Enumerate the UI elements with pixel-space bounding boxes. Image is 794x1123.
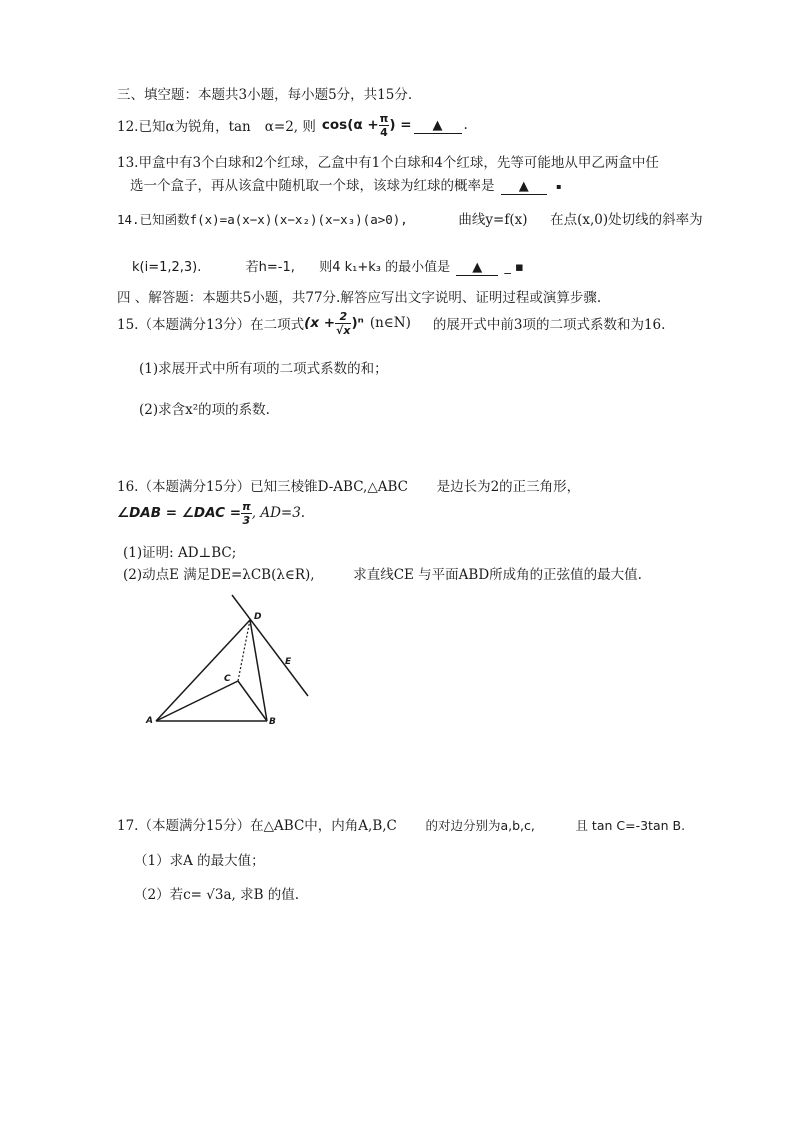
question-16-intro (117, 475, 580, 495)
tetrahedron-figure (140, 590, 330, 735)
section-3-heading: 三、填空题：本题共3小题，每小题5分，共15分. (117, 87, 413, 103)
q16-fraction (241, 501, 252, 526)
answer-triangle-icon: ▲ (432, 117, 443, 133)
q17-part-1: （1）求A 的最大值； (134, 853, 265, 869)
q16-part-2-b: 求直线CE 与平面ABD所成角的正弦值的最大值. (353, 567, 642, 583)
q12-tail: . (463, 117, 468, 133)
line-de (232, 595, 308, 696)
q16-intro-a: 16.（本题满分15分）已知三棱锥D-ABC,△ABC (117, 479, 408, 495)
answer-triangle-icon: ▲ (472, 260, 483, 275)
q12-fraction (379, 113, 390, 138)
q17-intro-c: 且 tan C=-3tan B. (575, 818, 686, 833)
q14-condition: 若h=-1, (245, 260, 295, 275)
q17-intro-a: 17.（本题满分15分）在△ABC中，内角A,B,C (117, 818, 397, 834)
edge-ad (156, 620, 250, 721)
q14-question: 则4 k₁+k₃ 的最小值是 (319, 260, 451, 275)
edge-dc-hidden (238, 620, 250, 681)
q12-formula-rhs: ) = (389, 117, 412, 133)
q14-k-def: k(i=1,2,3). (132, 260, 202, 275)
q15-part-2: (2)求含x²的项的系数. (139, 402, 270, 418)
question-13-line-2 (130, 174, 562, 195)
question-12 (117, 108, 468, 142)
edge-ac (156, 681, 238, 721)
q12-text-b: α=2, 则 (264, 119, 316, 135)
vertex-label-d: D (254, 612, 262, 622)
q14-function: 14.已知函数f(x)=a(x−x)(x−x₂)(x−x₃)(a>0), (117, 212, 408, 227)
q13-answer-blank (501, 178, 547, 195)
q15-condition: (n∈N) (369, 315, 411, 331)
point-label-e: E (285, 657, 292, 667)
question-14-line-2 (132, 256, 524, 276)
q12-frac-num: π (379, 111, 389, 125)
q16-part-2-a: (2)动点E 满足DE=λCB(λ∈R), (123, 567, 315, 583)
section-4-heading: 四 、解答题：本题共5小题，共77分.解答应写出文字说明、证明过程或演算步骤. (117, 290, 602, 306)
q15-frac-num: 2 (339, 309, 348, 323)
q13-tail: ▪ (556, 182, 562, 191)
q15-frac-den: √x (336, 323, 351, 337)
q15-intro: 15.（本题满分13分）在二项式 (117, 317, 305, 333)
q12-answer-blank (414, 117, 462, 134)
q14-curve: 曲线y=f(x) (458, 212, 528, 228)
question-13-line-1: 13.甲盒中有3个白球和2个红球，乙盒中有1个白球和4个红球，先等可能地从甲乙两盒中任 (117, 155, 659, 171)
edge-db (250, 620, 267, 721)
q14-answer-blank (456, 260, 498, 276)
q17-part-2: （2）若c= √3a, 求B 的值. (134, 887, 300, 903)
question-17-intro (117, 814, 685, 834)
q16-part-2 (123, 563, 642, 583)
q12-formula-lhs: cos(α + (321, 117, 379, 133)
question-14-line-1 (117, 208, 703, 228)
q12-frac-den: 4 (380, 125, 388, 139)
answer-triangle-icon: ▲ (518, 179, 529, 194)
question-15 (117, 306, 665, 340)
q16-frac-num: π (242, 499, 251, 513)
q15-fraction (335, 311, 351, 336)
q12-text-a: 12.已知α为锐角，tan (117, 119, 251, 135)
q16-ad-expr: , AD=3. (251, 505, 306, 521)
q16-part-1: (1)证明: AD⊥BC; (123, 545, 237, 561)
q13-line-2-text: 选一个盒子，再从该盒中随机取一个球，该球为红球的概率是 (130, 178, 495, 194)
vertex-label-a: A (146, 716, 153, 726)
question-16-angles (117, 496, 305, 530)
q14-tail: _ ▪ (504, 260, 524, 275)
q16-intro-b: 是边长为2的正三角形， (436, 479, 581, 495)
q17-intro-b: 的对边分别为a,b,c, (425, 818, 535, 833)
vertex-label-b: B (269, 717, 276, 727)
q15-part-1: (1)求展开式中所有项的二项式系数的和； (139, 361, 388, 377)
q14-slope-text: 在点(x,0)处切线的斜率为 (550, 212, 703, 228)
q16-frac-den: 3 (242, 513, 251, 527)
edge-cb (238, 681, 267, 721)
q15-tail: 的展开式中前3项的二项式系数和为16. (432, 317, 666, 333)
q16-angle-expr: ∠DAB = ∠DAC = (117, 505, 242, 521)
q15-expr-x: (x + (304, 315, 336, 331)
vertex-label-c: C (224, 674, 231, 684)
q15-expr-close: )ⁿ (351, 315, 364, 331)
